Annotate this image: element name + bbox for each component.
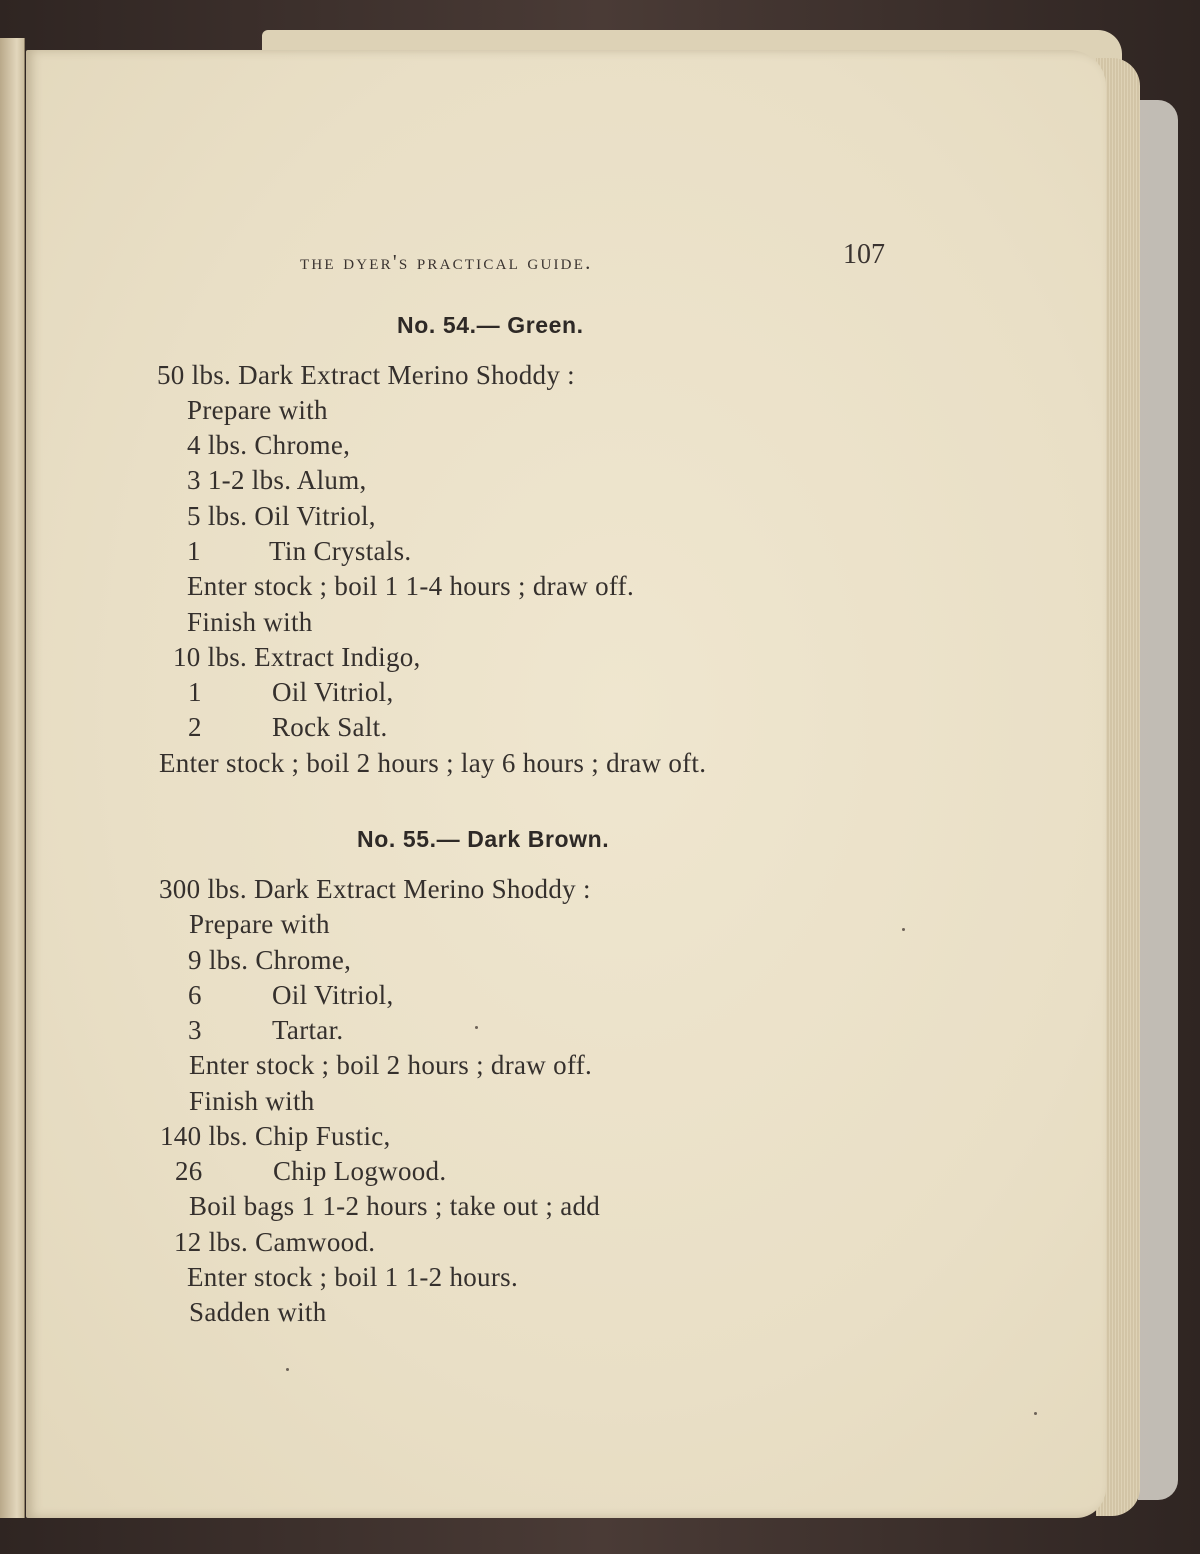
recipe-55-line: Enter stock ; boil 1 1-2 hours. [187, 1262, 519, 1292]
recipe-54-line: Finish with [187, 607, 313, 637]
recipe-54-line: Enter stock ; boil 2 hours ; lay 6 hours ; draw oft. [159, 748, 707, 778]
recipe-55-line: 3 [188, 1015, 202, 1045]
recipe-54-line: 10 lbs. Extract Indigo, [173, 642, 421, 672]
recipe-54-line: Tin Crystals. [269, 536, 412, 566]
recipe-54-heading: No. 54.— Green. [397, 312, 584, 338]
paper-speck [475, 1026, 478, 1029]
recipe-54-line: Prepare with [187, 395, 328, 425]
recipe-55-line: Tartar. [272, 1015, 344, 1045]
recipe-54-line: 3 1-2 lbs. Alum, [187, 465, 367, 495]
recipe-55-line: 300 lbs. Dark Extract Merino Shoddy : [159, 874, 591, 904]
recipe-55-line: 9 lbs. Chrome, [188, 945, 352, 975]
recipe-54-line: Enter stock ; boil 1 1-4 hours ; draw off. [187, 571, 635, 601]
recipe-54-line: 1 [188, 677, 202, 707]
recipe-54-line: 5 lbs. Oil Vitriol, [187, 501, 376, 531]
paper-speck [286, 1368, 289, 1371]
recipe-55-line: Prepare with [189, 909, 330, 939]
paper-speck [902, 928, 905, 931]
recipe-55-line: 140 lbs. Chip Fustic, [160, 1121, 391, 1151]
recipe-55-line: 6 [188, 980, 202, 1010]
page-number: 107 [843, 239, 885, 270]
recipe-54-line: 2 [188, 712, 202, 742]
paper-speck [1034, 1412, 1037, 1415]
running-head: the dyer's practical guide. [300, 250, 593, 274]
recipe-55-line: Sadden with [189, 1297, 327, 1327]
right-leaf [1138, 100, 1178, 1500]
recipe-54-line: Rock Salt. [272, 712, 388, 742]
recipe-54-line: 50 lbs. Dark Extract Merino Shoddy : [157, 360, 575, 390]
recipe-54-line: 4 lbs. Chrome, [187, 430, 351, 460]
recipe-55-line: Oil Vitriol, [272, 980, 394, 1010]
recipe-54-line: Oil Vitriol, [272, 677, 394, 707]
recipe-55-line: Enter stock ; boil 2 hours ; draw off. [189, 1050, 593, 1080]
recipe-55-heading: No. 55.— Dark Brown. [357, 826, 610, 852]
recipe-55-line: Chip Logwood. [273, 1156, 447, 1186]
recipe-55-line: 26 [175, 1156, 203, 1186]
left-page-edge [0, 38, 25, 1518]
recipe-55-line: Boil bags 1 1-2 hours ; take out ; add [189, 1191, 601, 1221]
recipe-55-line: Finish with [189, 1086, 315, 1116]
recipe-54-line: 1 [187, 536, 201, 566]
recipe-55-line: 12 lbs. Camwood. [174, 1227, 376, 1257]
